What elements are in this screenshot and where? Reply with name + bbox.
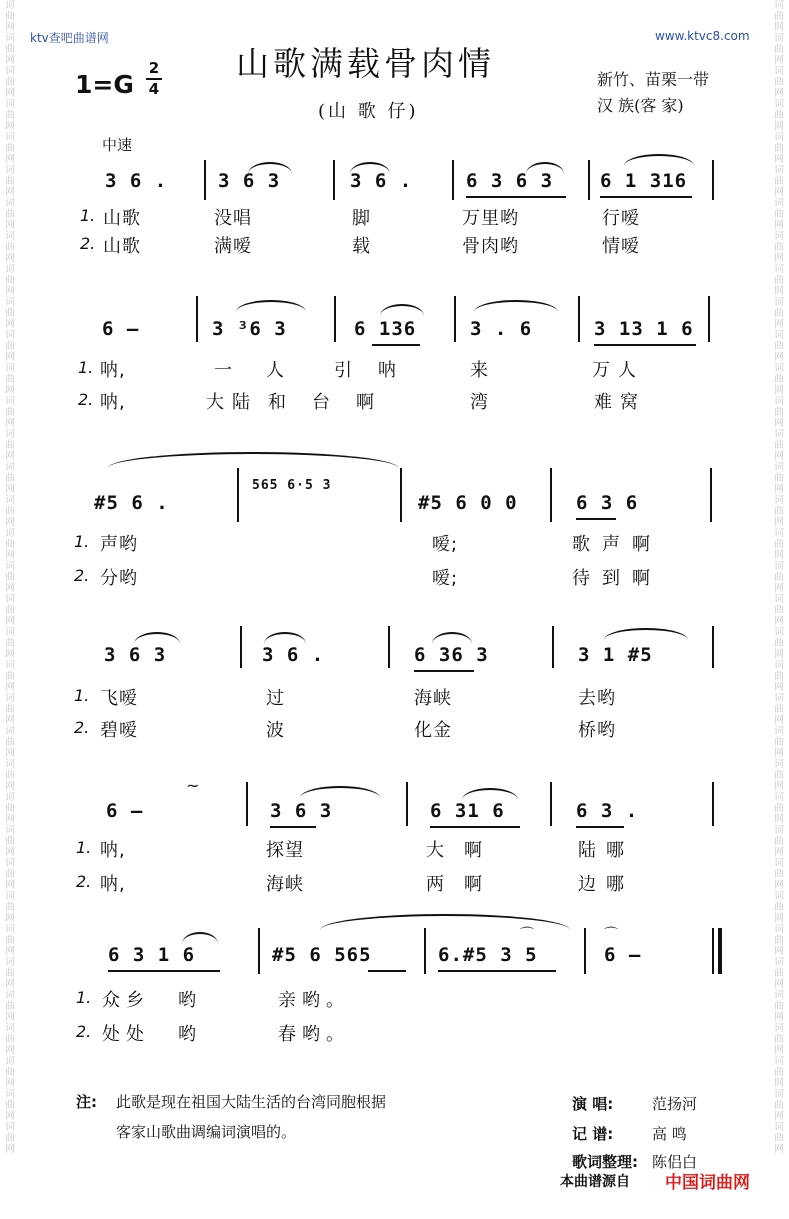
lyric: 大啊 [426,840,502,861]
measure-note: 6 – [106,800,144,822]
measure-note: 3 6 3 [218,170,281,192]
measure-note: 3 6 . [105,170,168,192]
verse-number: 1. [74,686,90,705]
verse-number: 1. [76,988,92,1007]
time-signature [146,60,162,98]
lyric: 万里哟 [462,208,519,229]
fermata-mark: ⌒ [520,927,534,943]
lyric: 两啊 [426,874,502,895]
mordent-mark: ~ [186,776,200,795]
verse-number: 2. [80,234,96,253]
lyric: 哟 [178,990,197,1011]
verse-number: 1. [80,206,96,225]
lyric: 万人 [592,360,644,381]
measure-note: 3 6 . [262,644,325,666]
lyric: 桥哟 [578,720,616,741]
lyric: 行嗳 [602,208,640,229]
lyric: 待到啊 [572,568,662,589]
notation-label: 记 谱: [572,1125,614,1143]
key-signature: 1=G [75,70,134,99]
lyric: 海峡 [414,688,452,709]
measure-note: 6 – [102,318,140,340]
measure-note: 6 3 1 6 [108,944,196,966]
note-line-1: 此歌是现在祖国大陆生活的台湾同胞根据 [116,1093,387,1111]
lyric: 春哟。 [278,1024,350,1045]
singer-name: 范扬河 [652,1095,698,1113]
lyric: 分哟 [100,568,138,589]
lyric: 波 [266,720,285,741]
measure-note: 6 136 [354,318,417,340]
origin-line-1: 新竹、苗栗一带 [597,70,710,89]
source-site-link[interactable]: 中国词曲网 [665,1173,750,1193]
lyric: 化金 [414,720,452,741]
watermark-left: 词曲网词曲网词曲网词曲网词曲网词曲网词曲网词曲网词曲网词曲网词曲网词曲网词曲网词曲网词曲网词曲网词曲网词曲网词曲网词曲网词曲网词曲网词曲网词曲网词曲网词曲网词曲网词曲网词曲网词曲网词曲网词曲网词曲网词曲网词曲网 [5,0,15,1155]
measure-note: 3 ³6 3 [212,318,287,340]
note-line-2: 客家山歌曲调编词演唱的。 [116,1123,297,1141]
lyric: 骨肉哟 [462,236,519,257]
lyric: 大陆 [206,392,258,413]
lyric: 情嗳 [602,236,640,257]
verse-number: 1. [78,358,94,377]
lyric: 载 [352,236,371,257]
measure-note: 3 . 6 [470,318,533,340]
lyric: 陆哪 [578,840,634,861]
lyric: 湾 [470,392,489,413]
lyric: 呐, [100,874,126,895]
lyric: 边哪 [578,874,634,895]
lyric: 呐, [100,360,126,381]
lyric: 山歌 [103,236,141,257]
lyric: 哟 [178,1024,197,1045]
verse-number: 2. [76,1022,92,1041]
lyric: 引呐 [334,360,422,381]
lyric: 难窝 [594,392,646,413]
fermata-mark: ⌒ [604,927,618,943]
lyrics-label: 歌词整理: [572,1153,638,1171]
lyric: 歌声啊 [572,534,662,555]
measure-note: 6.#5 3 5 [438,944,538,966]
lyric: 探望 [266,840,304,861]
measure-note: 6 – [604,944,642,966]
source-label: 本曲谱源自 [560,1174,630,1190]
watermark-right: 词曲网词曲网词曲网词曲网词曲网词曲网词曲网词曲网词曲网词曲网词曲网词曲网词曲网词曲网词曲网词曲网词曲网词曲网词曲网词曲网词曲网词曲网词曲网词曲网词曲网词曲网词曲网词曲网词曲网词曲网词曲网词曲网词曲网词曲网词曲网 [774,0,784,1155]
verse-number: 1. [76,838,92,857]
lyric: 来 [470,360,489,381]
verse-number: 2. [74,566,90,585]
song-title: 山歌满载骨肉情 [236,44,495,83]
verse-number: 2. [78,390,94,409]
verse-number: 1. [74,532,90,551]
song-subtitle: (山 歌 仔) [318,101,419,122]
tempo-marking: 中速 [102,136,133,154]
note-label: 注: [76,1093,97,1111]
verse-number: 2. [74,718,90,737]
measure-note: 6 31 6 [430,800,505,822]
time-signature-bottom: 4 [148,80,160,98]
site-label-left[interactable]: ktv查吧曲谱网 [30,31,109,45]
lyric: 山歌 [103,208,141,229]
verse-number: 2. [76,872,92,891]
measure-note: #5 6 . [94,492,169,514]
lyrics-name: 陈侣白 [652,1153,698,1171]
measure-note: 6 36 3 [414,644,489,666]
measure-note: 6 3 6 [576,492,639,514]
song-origin [597,67,709,119]
measure-note: 3 6 . [350,170,413,192]
singer-label: 演 唱: [572,1095,614,1113]
measure-note: 6 3 . [576,800,639,822]
lyric: 嗳; [432,534,459,555]
measure-note: 6 1 316 [600,170,688,192]
lyric: 呐, [100,840,126,861]
measure-note: 3 13 1 6 [594,318,694,340]
lyric: 飞嗳 [100,688,138,709]
measure-note: 565 6·5 3 [252,478,332,493]
lyric: 脚 [352,208,371,229]
lyric: 嗳; [432,568,459,589]
lyric: 过 [266,688,285,709]
origin-line-2: 汉 族(客 家) [597,96,684,115]
lyric: 去哟 [578,688,616,709]
lyric: 海峡 [266,874,304,895]
measure-note: 6 3 6 3 [466,170,554,192]
lyric: 碧嗳 [100,720,138,741]
lyric: 和台啊 [268,392,400,413]
lyric: 没唱 [214,208,252,229]
lyric: 呐, [100,392,126,413]
measure-note: #5 6 565 [272,944,372,966]
measure-note: 3 6 3 [104,644,167,666]
time-signature-top: 2 [148,59,160,77]
lyric: 处处 [102,1024,150,1045]
lyric: 满嗳 [214,236,252,257]
lyric: 一人 [214,360,318,381]
measure-note: 3 6 3 [270,800,333,822]
lyric: 众乡 [102,990,150,1011]
lyric: 声哟 [100,534,138,555]
site-label-right[interactable]: www.ktvc8.com [655,29,750,43]
lyric: 亲哟。 [278,990,350,1011]
notation-name: 高 鸣 [652,1125,687,1143]
measure-note: 3 1 #5 [578,644,653,666]
measure-note: #5 6 0 0 [418,492,518,514]
